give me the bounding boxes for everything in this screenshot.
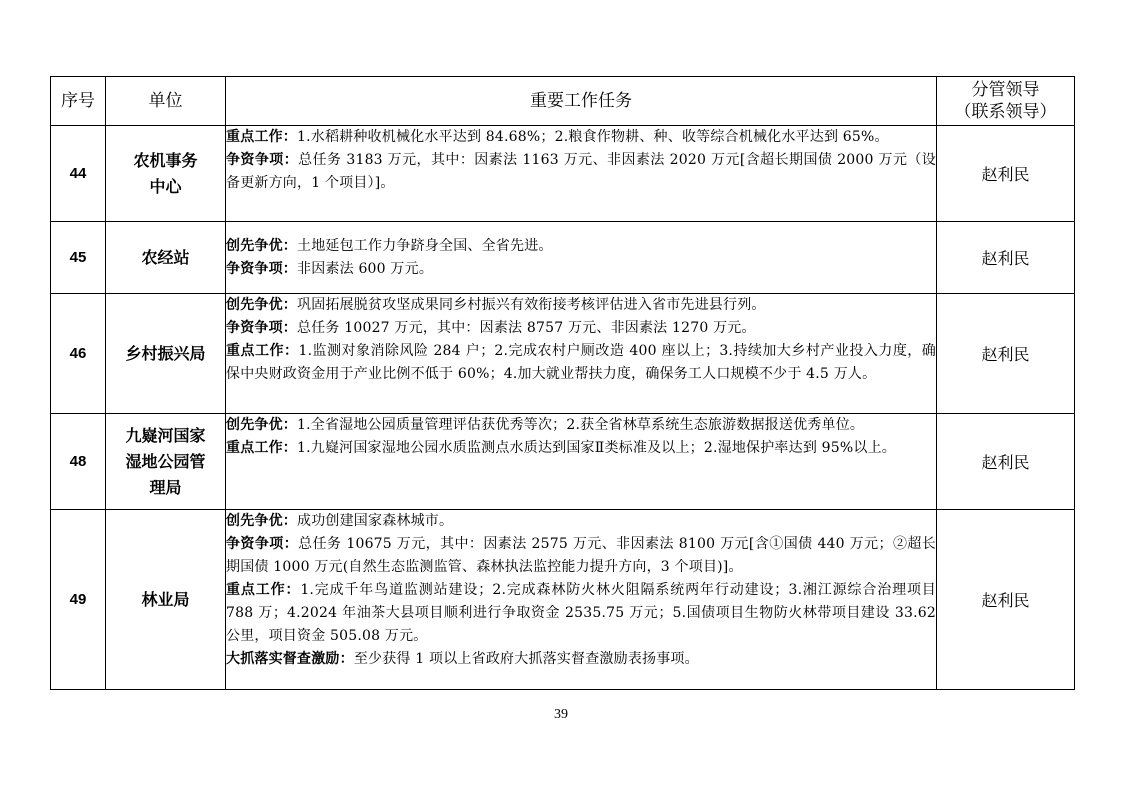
row-leader: 赵利民: [937, 126, 1075, 222]
task-text: 1.监测对象消除风险 284 户；2.完成农村户厕改造 400 座以上；3.持续加大乡村产业投入力度，确保中央财政资金用于产业比例不低于 60%；4.加大就业帮扶力度，确保务工人口规模不少于 4.5 万人。: [226, 343, 937, 382]
row-leader: 赵利民: [937, 510, 1075, 690]
unit-line: 九嶷河国家: [125, 425, 206, 445]
task-text: 非因素法 600 万元。: [297, 260, 434, 277]
header-leader-line2: （联系领导）: [954, 102, 1057, 122]
task-item: [226, 258, 936, 281]
header-seq: 序号: [51, 77, 106, 126]
row-unit: [106, 414, 226, 510]
task-text: 总任务 3183 万元，其中：因素法 1163 万元、非因素法 2020 万元[含超长期国债 2000 万元（设备更新方向，1 个项目）]。: [226, 152, 937, 191]
unit-line: 林业局: [141, 589, 190, 609]
row-seq: 49: [51, 510, 106, 690]
task-text: 1.全省湿地公园质量管理评估获优秀等次；2.获全省林草系统生态旅游数据报送优秀单位。: [297, 417, 865, 433]
unit-line: 中心: [149, 176, 182, 196]
task-label: 创先争优：: [226, 297, 297, 313]
task-item: [226, 317, 936, 340]
table-header-row: [51, 77, 1075, 126]
work-task-table: [50, 76, 1075, 690]
task-item: [226, 149, 936, 195]
task-item: [226, 126, 936, 149]
table-row: [51, 414, 1075, 510]
task-item: [226, 533, 936, 579]
table-row: [51, 222, 1075, 294]
header-leader: [937, 77, 1075, 126]
unit-line: 农机事务: [133, 150, 198, 170]
unit-line: 乡村振兴局: [125, 343, 206, 363]
row-leader: 赵利民: [937, 414, 1075, 510]
task-label: 争资争项：: [226, 536, 299, 552]
header-leader-line1: 分管领导: [971, 80, 1040, 100]
task-label: 重点工作：: [226, 582, 301, 598]
row-unit: [106, 294, 226, 414]
unit-line: 农经站: [141, 247, 190, 267]
row-leader: 赵利民: [937, 294, 1075, 414]
row-task: [226, 510, 937, 690]
row-unit: [106, 126, 226, 222]
page-number: 39: [554, 707, 568, 722]
task-label: 重点工作：: [226, 129, 297, 145]
task-text: 巩固拓展脱贫攻坚成果同乡村振兴有效衔接考核评估进入省市先进县行列。: [297, 297, 766, 313]
task-label: 大抓落实督查激励：: [226, 651, 354, 667]
header-task: 重要工作任务: [226, 77, 937, 126]
row-unit: [106, 222, 226, 294]
row-task: [226, 222, 937, 294]
task-item: [226, 340, 936, 386]
task-text: 成功创建国家森林城市。: [297, 513, 454, 529]
task-text: 土地延包工作力争跻身全国、全省先进。: [297, 237, 553, 254]
row-seq: 48: [51, 414, 106, 510]
row-task: [226, 126, 937, 222]
task-item: [226, 437, 936, 460]
task-text: 1.完成千年鸟道监测站建设；2.完成森林防火林火阻隔系统两年行动建设；3.湘江源综合治理项目 788 万；4.2024 年油茶大县项目顺利进行争取资金 2535.75 万元；5.国债项目生物防火林带项目建设 33.62 公里，项目资金 505.08 万元。: [226, 582, 936, 644]
task-label: 重点工作：: [226, 343, 299, 359]
task-text: 至少获得 1 项以上省政府大抓落实督查激励表扬事项。: [353, 651, 699, 667]
row-unit: [106, 510, 226, 690]
task-label: 争资争项：: [226, 152, 299, 168]
task-item: [226, 579, 936, 648]
unit-line: 理局: [149, 477, 182, 497]
row-seq: 45: [51, 222, 106, 294]
row-seq: 44: [51, 126, 106, 222]
row-seq: 46: [51, 294, 106, 414]
task-item: [226, 235, 936, 258]
task-label: 争资争项：: [226, 320, 297, 336]
task-label: 创先争优：: [226, 237, 297, 254]
unit-line: 湿地公园管: [125, 451, 206, 471]
task-label: 创先争优：: [226, 513, 297, 529]
task-item: [226, 414, 936, 437]
task-item: [226, 510, 936, 533]
row-task: [226, 294, 937, 414]
table-row: [51, 510, 1075, 690]
task-label: 争资争项：: [226, 260, 297, 277]
task-item: [226, 648, 936, 671]
task-label: 重点工作：: [226, 440, 297, 456]
task-text: 总任务 10027 万元，其中：因素法 8757 万元、非因素法 1270 万元。: [297, 320, 756, 336]
task-label: 创先争优：: [226, 417, 297, 433]
task-text: 总任务 10675 万元，其中：因素法 2575 万元、非因素法 8100 万元[含①国债 440 万元；②超长期国债 1000 万元(自然生态监测监管、森林执法监控能力提升方向，3 个项目)]。: [226, 536, 937, 575]
table-row: [51, 126, 1075, 222]
table-row: [51, 294, 1075, 414]
task-text: 1.九嶷河国家湿地公园水质监测点水质达到国家Ⅱ类标准及以上；2.湿地保护率达到 95%以上。: [297, 440, 896, 456]
row-task: [226, 414, 937, 510]
task-item: [226, 294, 936, 317]
row-leader: 赵利民: [937, 222, 1075, 294]
task-text: 1.水稻耕种收机械化水平达到 84.68%；2.粮食作物耕、种、收等综合机械化水平达到 65%。: [297, 129, 889, 145]
header-unit: 单位: [106, 77, 226, 126]
